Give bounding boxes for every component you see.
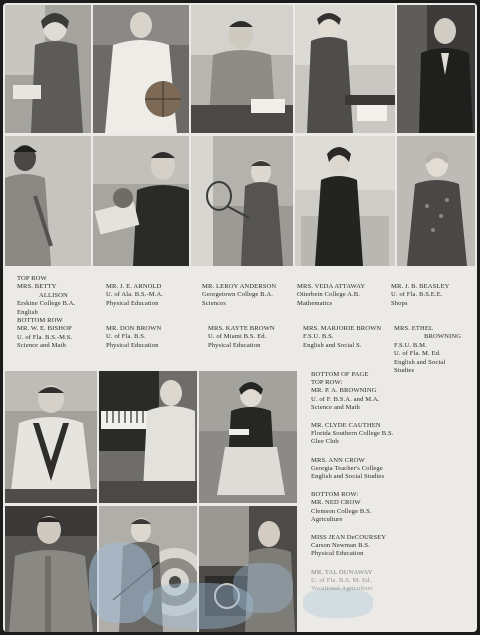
caption-line: U. of Miami B.S. Ed.	[208, 333, 267, 341]
caption-line: U. of F. B.S.A. and M.A.	[311, 395, 380, 403]
caption-line: MRS. KAYTE BROWN	[208, 325, 275, 332]
caption-line: U. of Fla. B.S.	[106, 333, 146, 341]
yearbook-page	[3, 3, 477, 632]
caption-line: MR. DON BROWN	[106, 325, 162, 332]
caption-line: Carson Newman B.S.	[311, 542, 370, 550]
caption-line: Glee Club	[311, 438, 339, 446]
caption-line: Clemson College B.S.	[311, 507, 372, 515]
caption-line: MR. J. B. BEASLEY	[391, 283, 450, 290]
caption-line: English and Social Studies	[311, 473, 385, 481]
caption-line: F.S.U. B.S.	[303, 333, 334, 341]
caption-line: MR. J. E. ARNOLD	[106, 283, 162, 290]
caption-column-4	[297, 283, 365, 308]
photo-ann-crow	[199, 371, 297, 503]
caption-line: U. of Fla. B.S. M. Ed.	[311, 576, 372, 584]
caption-line: MISS JEAN DeCOURSEY	[311, 534, 387, 542]
spacer	[311, 559, 394, 569]
caption-line: Studies	[394, 367, 415, 375]
caption-right-column	[311, 371, 394, 593]
caption-line: Science and Math	[17, 342, 66, 350]
caption-column-3b	[208, 325, 275, 350]
photo-jb-beasley	[397, 5, 475, 133]
caption-column-5	[391, 283, 450, 308]
caption-line: Georgia Teacher's College	[311, 464, 383, 472]
caption-line: BROWNING	[424, 333, 462, 341]
caption-line: Florida Southern College B.S.	[311, 430, 394, 438]
caption-line: MRS. ETHEL	[394, 325, 434, 332]
caption-column-3	[202, 283, 276, 308]
caption-line: Shops	[391, 299, 408, 307]
caption-line: MR. W. E. BISHOP	[17, 325, 72, 333]
spacer	[311, 524, 394, 534]
caption-line: MR. P. A. BROWNING	[311, 387, 377, 395]
caption-top-row-header: TOP ROW	[17, 275, 47, 282]
caption-line: TOP ROW:	[311, 379, 343, 387]
caption-line: Physical Education	[311, 550, 364, 558]
caption-line: Sciences	[202, 299, 226, 307]
caption-column-2	[106, 283, 163, 308]
caption-line: MRS. BETTY	[17, 283, 57, 291]
photo-clyde-cauthen	[99, 371, 197, 503]
photo-betty-allison	[5, 5, 91, 133]
caption-line: English and Social S.	[303, 341, 362, 349]
caption-line: MR. TAL DUNAWAY	[311, 568, 373, 576]
water-stain	[233, 563, 293, 613]
caption-line: MRS. ANN CROW	[311, 456, 365, 464]
caption-column-1	[17, 275, 75, 351]
photo-leroy-anderson	[191, 5, 293, 133]
caption-line: Agriculture	[311, 515, 343, 523]
caption-column-5b	[394, 325, 461, 375]
photo-marjorie-brown	[295, 136, 395, 266]
photo-ethel-browning	[397, 136, 475, 266]
caption-line: English	[17, 308, 38, 316]
photo-ned-crow	[5, 506, 97, 632]
caption-line: MRS. MARJORIE BROWN	[303, 325, 382, 332]
caption-line: ALLISON	[39, 291, 68, 299]
spacer	[311, 481, 394, 491]
caption-line: BOTTOM OF PAGE	[311, 371, 369, 378]
photo-don-brown	[93, 136, 189, 266]
caption-line: MRS. VEDA ATTAWAY	[297, 283, 366, 290]
caption-line: Science and Math	[311, 403, 360, 411]
caption-line: F.S.U. B.M.	[394, 341, 427, 349]
caption-line: BOTTOM ROW:	[311, 491, 359, 499]
caption-line: Physical Education	[208, 341, 261, 349]
caption-column-4b	[303, 325, 381, 350]
caption-line: Vocational Agriculture	[311, 585, 373, 593]
caption-line: Erskine College B.A.	[17, 300, 76, 308]
photo-we-bishop	[5, 136, 91, 266]
photo-pa-browning	[5, 371, 97, 503]
spacer	[311, 447, 394, 457]
photo-veda-attaway	[295, 5, 395, 133]
caption-line: U. of Fla. B.S.-M.S.	[17, 333, 73, 341]
spacer	[311, 412, 394, 422]
photo-kayte-brown	[191, 136, 293, 266]
caption-line: MR. CLYDE CAUTHEN	[311, 422, 381, 430]
caption-line: Physical Education	[106, 341, 159, 349]
caption-line: U. of Fla. B.S.E.E.	[391, 291, 443, 299]
caption-line: U. of Ala. B.S.-M.A.	[106, 291, 164, 299]
caption-line: MR. LEROY ANDERSON	[202, 283, 277, 290]
caption-bottom-row-header: BOTTOM ROW	[17, 317, 63, 325]
caption-column-2b	[106, 325, 161, 350]
caption-line: Mathematics	[297, 299, 333, 307]
caption-line: Otterbein College A.B.	[297, 291, 360, 299]
caption-line: U. of Fla. M. Ed.	[394, 350, 441, 358]
caption-line: Georgetown College B.A.	[202, 291, 274, 299]
caption-line: English and Social	[394, 358, 446, 366]
caption-line: Physical Education	[106, 299, 159, 307]
caption-line: MR. NED CROW	[311, 499, 361, 507]
photo-je-arnold	[93, 5, 189, 133]
